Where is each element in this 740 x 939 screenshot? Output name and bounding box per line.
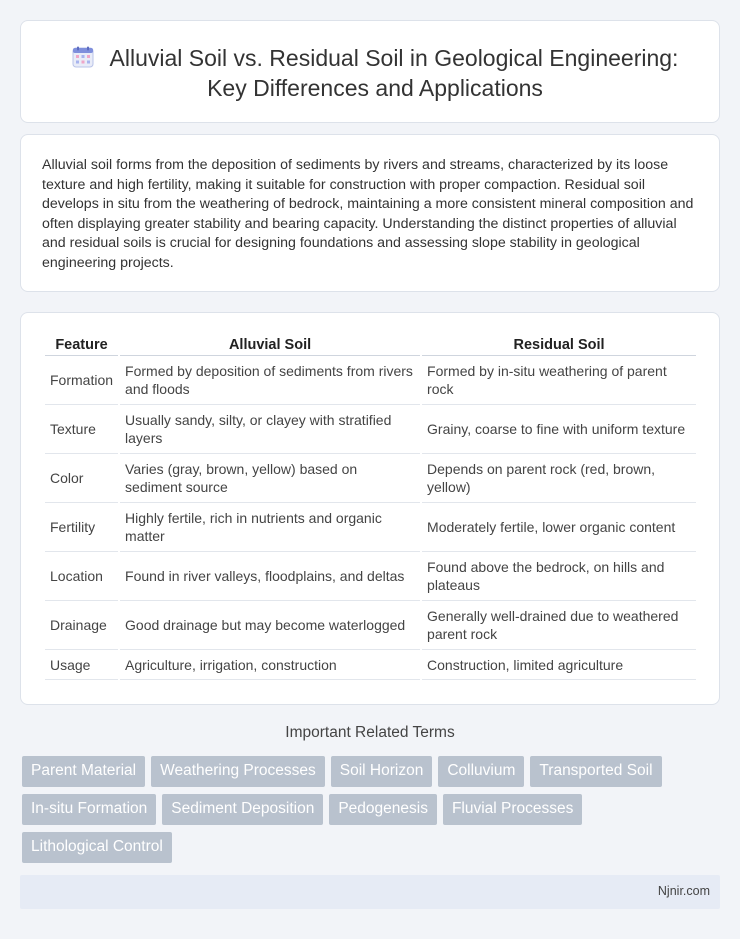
cell-feature: Usage xyxy=(45,650,118,680)
footer xyxy=(20,875,720,909)
footer-site-link[interactable]: Njnir.com xyxy=(657,884,710,898)
cell-residual: Moderately fertile, lower organic content xyxy=(422,503,696,552)
table-row xyxy=(45,601,696,650)
table-header-row xyxy=(45,334,696,356)
cell-residual: Depends on parent rock (red, brown, yellow) xyxy=(422,454,696,503)
term-tag[interactable]: Fluvial Processes xyxy=(443,794,582,825)
table-row xyxy=(45,650,696,680)
term-tag[interactable]: Soil Horizon xyxy=(331,756,433,787)
cell-alluvial: Good drainage but may become waterlogged xyxy=(120,601,420,650)
cell-alluvial: Usually sandy, silty, or clayey with stratified layers xyxy=(120,405,420,454)
cell-residual: Found above the bedrock, on hills and plateaus xyxy=(422,552,696,601)
cell-residual: Grainy, coarse to fine with uniform texture xyxy=(422,405,696,454)
header-residual: Residual Soil xyxy=(422,334,696,356)
cell-alluvial: Agriculture, irrigation, construction xyxy=(120,650,420,680)
table-row xyxy=(45,356,696,405)
related-terms-title: Important Related Terms xyxy=(285,724,455,741)
term-tag[interactable]: Colluvium xyxy=(438,756,524,787)
cell-feature: Drainage xyxy=(45,601,118,650)
table-row xyxy=(45,552,696,601)
cell-residual: Formed by in-situ weathering of parent rock xyxy=(422,356,696,405)
header-feature: Feature xyxy=(45,334,118,356)
cell-alluvial: Found in river valleys, floodplains, and deltas xyxy=(120,552,420,601)
calendar-grid-icon xyxy=(72,46,94,68)
cell-feature: Formation xyxy=(45,356,118,405)
page-title-text: Alluvial Soil vs. Residual Soil in Geological Engineering: Key Differences and Applications xyxy=(109,45,679,101)
cell-feature: Location xyxy=(45,552,118,601)
intro-paragraph: Alluvial soil forms from the deposition of sediments by rivers and streams, characterized by its loose texture and high fertility, making it suitable for construction with proper compaction. Residual soil develops in situ from the weathering of bedrock, maintaining a more consistent mineral composition and often displaying greater stability and bearing capacity. Understanding the distinct properties of alluvial and residual soils is crucial for designing foundations and assessing slope stability in geological engineering projects. xyxy=(42,157,694,271)
cell-alluvial: Formed by deposition of sediments from rivers and floods xyxy=(120,356,420,405)
cell-alluvial: Highly fertile, rich in nutrients and organic matter xyxy=(120,503,420,552)
table-row xyxy=(45,405,696,454)
term-tag[interactable]: Weathering Processes xyxy=(151,756,325,787)
cell-residual: Construction, limited agriculture xyxy=(422,650,696,680)
comparison-table-card xyxy=(20,312,720,705)
table-row xyxy=(45,503,696,552)
comparison-table xyxy=(43,334,698,680)
intro-card xyxy=(20,134,720,292)
cell-feature: Fertility xyxy=(45,503,118,552)
cell-feature: Texture xyxy=(45,405,118,454)
cell-alluvial: Varies (gray, brown, yellow) based on sediment source xyxy=(120,454,420,503)
term-tag[interactable]: Pedogenesis xyxy=(329,794,437,825)
term-tag[interactable]: Transported Soil xyxy=(530,756,661,787)
header-alluvial: Alluvial Soil xyxy=(120,334,420,356)
header-card xyxy=(20,20,720,123)
related-terms-list xyxy=(22,756,702,863)
term-tag[interactable]: In-situ Formation xyxy=(22,794,156,825)
term-tag[interactable]: Sediment Deposition xyxy=(162,794,323,825)
page-title xyxy=(51,43,699,103)
term-tag[interactable]: Parent Material xyxy=(22,756,145,787)
cell-feature: Color xyxy=(45,454,118,503)
term-tag[interactable]: Lithological Control xyxy=(22,832,172,863)
table-row xyxy=(45,454,696,503)
cell-residual: Generally well-drained due to weathered parent rock xyxy=(422,601,696,650)
